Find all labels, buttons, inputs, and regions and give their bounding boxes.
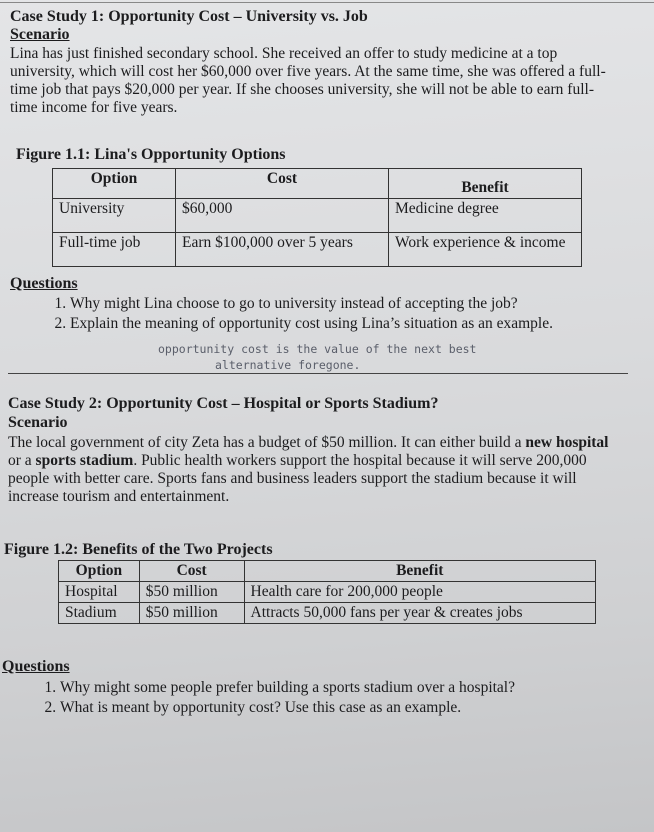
header-option: Option [59,561,140,582]
table-row [53,233,582,267]
case2-scenario [8,434,620,506]
figure-1-2-title: Figure 1.2: Benefits of the Two Projects [4,541,273,558]
question-item: 1. Why might Lina choose to go to university instead of accepting the job? [70,294,630,314]
answer-rule [8,373,628,374]
cell-option: Hospital [59,582,140,603]
cell-benefit: Attracts 50,000 fans per year & creates jobs [244,603,595,624]
case2-scenario-label: Scenario [8,414,68,431]
case2-questions [12,678,654,718]
case1-scenario: Lina has just finished secondary school. She received an offer to study medicine at a top university, which will cost her $60,000 over five years. At the same time, she was offered a full-time job that pays $20,000 per year. If she chooses university, she will not be able to earn full-time income for five years. [10,45,606,116]
table-header-row [53,169,582,199]
figure-1-1-title: Figure 1.1: Lina's Opportunity Options [16,146,286,163]
scenario-bold-hospital: new hospital [525,434,609,451]
cell-benefit: Health care for 200,000 people [244,582,595,603]
header-benefit: Benefit [389,169,582,199]
handwritten-answer-continued: alternative foregone. [215,358,361,372]
handwritten-answer: opportunity cost is the value of the next best [158,342,477,356]
header-cost: Cost [176,169,389,199]
cell-cost: $50 million [139,582,244,603]
case2-title: Case Study 2: Opportunity Cost – Hospital or Sports Stadium? [8,395,439,412]
scenario-text: The local government of city Zeta has a budget of $50 million. It can either build a [8,434,526,451]
header-option: Option [53,169,176,199]
question-item: 2. What is meant by opportunity cost? Use this case as an example. [60,698,654,718]
case1-questions-label: Questions [10,275,78,292]
scenario-text: or a [8,452,36,469]
figure-1-2-table [58,560,596,624]
table-row [59,603,596,624]
cell-benefit: Medicine degree [389,199,582,233]
scenario-bold-stadium: sports stadium [35,452,134,469]
cell-benefit: Work experience & income [389,233,582,267]
case1-questions [22,294,630,334]
figure-1-1-table [52,168,582,267]
table-row [53,199,582,233]
case1-title: Case Study 1: Opportunity Cost – University vs. Job [10,8,368,25]
cell-cost: Earn $100,000 over 5 years [176,233,389,267]
top-rule [0,2,654,3]
table-header-row [59,561,596,582]
scenario-text: . Public health workers support the hospital because it will serve 200,000 people with better care. Sports fans and business leaders support the stadium because it will increase tourism and entertainment. [8,452,587,505]
question-item: 1. Why might some people prefer building a sports stadium over a hospital? [60,678,654,698]
header-benefit: Benefit [244,561,595,582]
cell-option: Stadium [59,603,140,624]
table-row [59,582,596,603]
case2-questions-label: Questions [2,658,70,675]
case1-scenario-label: Scenario [10,26,70,43]
cell-cost: $50 million [139,603,244,624]
cell-option: University [53,199,176,233]
header-cost: Cost [139,561,244,582]
question-item: 2. Explain the meaning of opportunity cost using Lina’s situation as an example. [70,314,630,334]
cell-cost: $60,000 [176,199,389,233]
cell-option: Full-time job [53,233,176,267]
